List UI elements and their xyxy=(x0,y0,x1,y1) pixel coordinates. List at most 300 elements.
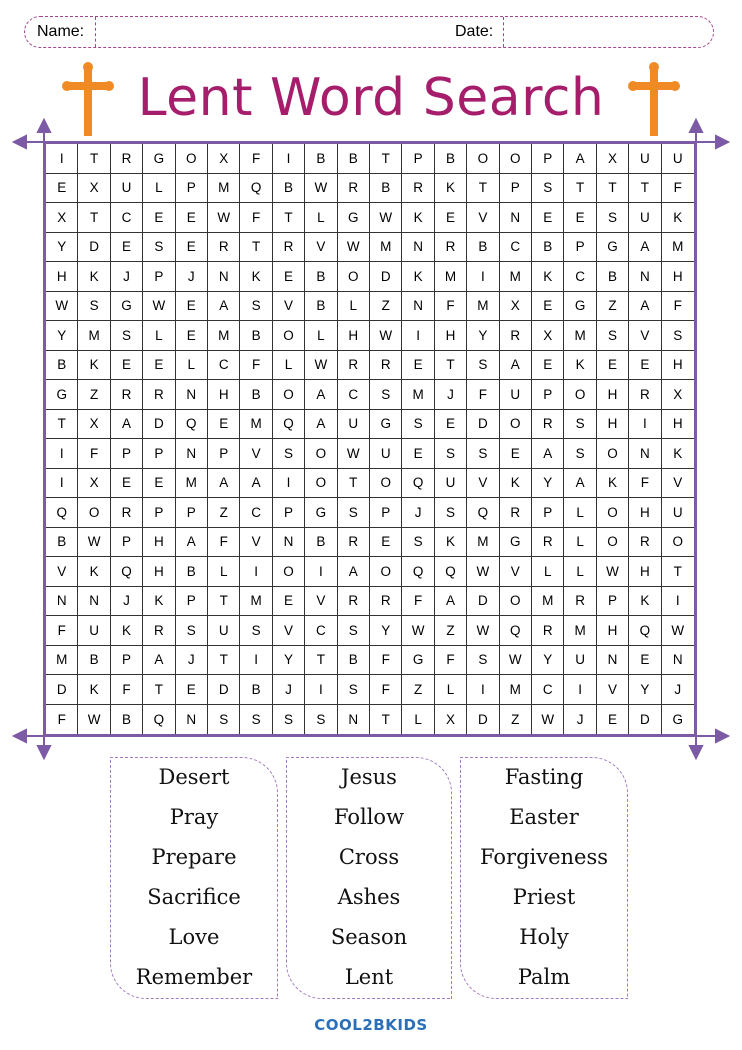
grid-cell[interactable]: W xyxy=(208,203,240,233)
grid-cell[interactable]: C xyxy=(240,498,272,528)
grid-cell[interactable]: T xyxy=(78,203,110,233)
grid-cell[interactable]: M xyxy=(500,675,532,705)
grid-cell[interactable]: S xyxy=(597,203,629,233)
grid-cell[interactable]: T xyxy=(46,410,78,440)
grid-cell[interactable]: D xyxy=(370,262,402,292)
grid-cell[interactable]: G xyxy=(500,528,532,558)
grid-cell[interactable]: R xyxy=(338,174,370,204)
grid-cell[interactable]: I xyxy=(46,439,78,469)
grid-cell[interactable]: O xyxy=(467,144,499,174)
grid-cell[interactable]: S xyxy=(467,439,499,469)
grid-cell[interactable]: S xyxy=(435,498,467,528)
grid-cell[interactable]: H xyxy=(662,410,694,440)
grid-cell[interactable]: T xyxy=(467,174,499,204)
grid-cell[interactable]: E xyxy=(143,203,175,233)
grid-cell[interactable]: H xyxy=(46,262,78,292)
grid-cell[interactable]: M xyxy=(78,321,110,351)
grid-cell[interactable]: P xyxy=(564,233,596,263)
grid-cell[interactable]: G xyxy=(305,498,337,528)
grid-cell[interactable]: M xyxy=(662,233,694,263)
grid-cell[interactable]: R xyxy=(370,351,402,381)
grid-cell[interactable]: U xyxy=(662,498,694,528)
grid-cell[interactable]: U xyxy=(662,144,694,174)
grid-cell[interactable]: D xyxy=(467,705,499,735)
grid-cell[interactable]: Y xyxy=(273,646,305,676)
grid-cell[interactable]: V xyxy=(273,292,305,322)
grid-cell[interactable]: G xyxy=(111,292,143,322)
grid-cell[interactable]: P xyxy=(111,439,143,469)
grid-cell[interactable]: R xyxy=(111,498,143,528)
grid-cell[interactable]: J xyxy=(176,646,208,676)
grid-cell[interactable]: R xyxy=(629,380,661,410)
grid-cell[interactable]: M xyxy=(240,410,272,440)
grid-cell[interactable]: I xyxy=(46,144,78,174)
grid-cell[interactable]: E xyxy=(143,469,175,499)
grid-cell[interactable]: S xyxy=(143,233,175,263)
grid-cell[interactable]: P xyxy=(111,646,143,676)
grid-cell[interactable]: W xyxy=(532,705,564,735)
grid-cell[interactable]: R xyxy=(338,351,370,381)
grid-cell[interactable]: J xyxy=(662,675,694,705)
grid-cell[interactable]: H xyxy=(143,557,175,587)
grid-cell[interactable]: E xyxy=(500,439,532,469)
grid-cell[interactable]: H xyxy=(629,557,661,587)
grid-cell[interactable]: K xyxy=(500,469,532,499)
grid-cell[interactable]: U xyxy=(338,410,370,440)
grid-cell[interactable]: C xyxy=(111,203,143,233)
grid-cell[interactable]: C xyxy=(500,233,532,263)
grid-cell[interactable]: G xyxy=(402,646,434,676)
word-search-grid[interactable] xyxy=(44,142,696,736)
grid-cell[interactable]: F xyxy=(240,351,272,381)
grid-cell[interactable]: N xyxy=(402,233,434,263)
grid-cell[interactable]: O xyxy=(338,262,370,292)
grid-cell[interactable]: F xyxy=(46,705,78,735)
grid-cell[interactable]: M xyxy=(208,321,240,351)
grid-cell[interactable]: M xyxy=(240,587,272,617)
grid-cell[interactable]: F xyxy=(78,439,110,469)
grid-cell[interactable]: P xyxy=(532,498,564,528)
grid-cell[interactable]: M xyxy=(208,174,240,204)
grid-cell[interactable]: P xyxy=(176,587,208,617)
grid-cell[interactable]: U xyxy=(629,203,661,233)
grid-cell[interactable]: F xyxy=(467,380,499,410)
grid-cell[interactable]: S xyxy=(240,292,272,322)
grid-cell[interactable]: D xyxy=(46,675,78,705)
grid-cell[interactable]: S xyxy=(240,705,272,735)
grid-cell[interactable]: E xyxy=(564,203,596,233)
grid-cell[interactable]: B xyxy=(370,174,402,204)
grid-cell[interactable]: U xyxy=(208,616,240,646)
grid-cell[interactable]: P xyxy=(143,262,175,292)
grid-cell[interactable]: A xyxy=(305,410,337,440)
grid-cell[interactable]: R xyxy=(532,616,564,646)
grid-cell[interactable]: L xyxy=(402,705,434,735)
grid-cell[interactable]: M xyxy=(176,469,208,499)
grid-cell[interactable]: K xyxy=(597,469,629,499)
grid-cell[interactable]: Z xyxy=(208,498,240,528)
grid-cell[interactable]: S xyxy=(338,498,370,528)
grid-cell[interactable]: I xyxy=(273,469,305,499)
grid-cell[interactable]: Y xyxy=(46,321,78,351)
grid-cell[interactable]: M xyxy=(402,380,434,410)
grid-cell[interactable]: U xyxy=(435,469,467,499)
grid-cell[interactable]: B xyxy=(338,646,370,676)
grid-cell[interactable]: K xyxy=(564,351,596,381)
grid-cell[interactable]: R xyxy=(111,380,143,410)
grid-cell[interactable]: C xyxy=(305,616,337,646)
grid-cell[interactable]: U xyxy=(370,439,402,469)
grid-cell[interactable]: W xyxy=(78,705,110,735)
grid-cell[interactable]: H xyxy=(597,616,629,646)
grid-cell[interactable]: Q xyxy=(273,410,305,440)
grid-cell[interactable]: E xyxy=(532,203,564,233)
grid-cell[interactable]: I xyxy=(273,144,305,174)
grid-cell[interactable]: K xyxy=(240,262,272,292)
grid-cell[interactable]: L xyxy=(143,174,175,204)
grid-cell[interactable]: Y xyxy=(532,469,564,499)
grid-cell[interactable]: B xyxy=(240,675,272,705)
grid-cell[interactable]: S xyxy=(338,675,370,705)
grid-cell[interactable]: B xyxy=(532,233,564,263)
grid-cell[interactable]: I xyxy=(402,321,434,351)
grid-cell[interactable]: A xyxy=(564,469,596,499)
grid-cell[interactable]: O xyxy=(500,144,532,174)
grid-cell[interactable]: F xyxy=(662,292,694,322)
grid-cell[interactable]: M xyxy=(500,262,532,292)
grid-cell[interactable]: R xyxy=(370,587,402,617)
grid-cell[interactable]: J xyxy=(273,675,305,705)
grid-cell[interactable]: J xyxy=(402,498,434,528)
grid-cell[interactable]: D xyxy=(143,410,175,440)
grid-cell[interactable]: W xyxy=(305,351,337,381)
grid-cell[interactable]: S xyxy=(597,321,629,351)
grid-cell[interactable]: S xyxy=(370,380,402,410)
grid-cell[interactable]: I xyxy=(240,557,272,587)
grid-cell[interactable]: N xyxy=(629,262,661,292)
grid-cell[interactable]: E xyxy=(176,675,208,705)
grid-cell[interactable]: Q xyxy=(402,469,434,499)
grid-cell[interactable]: W xyxy=(500,646,532,676)
grid-cell[interactable]: O xyxy=(305,439,337,469)
grid-cell[interactable]: W xyxy=(78,528,110,558)
grid-cell[interactable]: F xyxy=(240,203,272,233)
grid-cell[interactable]: T xyxy=(370,705,402,735)
grid-cell[interactable]: X xyxy=(435,705,467,735)
grid-cell[interactable]: M xyxy=(370,233,402,263)
grid-cell[interactable]: R xyxy=(532,528,564,558)
grid-cell[interactable]: W xyxy=(338,439,370,469)
grid-cell[interactable]: W xyxy=(662,616,694,646)
grid-cell[interactable]: N xyxy=(208,262,240,292)
grid-cell[interactable]: R xyxy=(208,233,240,263)
grid-cell[interactable]: V xyxy=(467,469,499,499)
grid-cell[interactable]: S xyxy=(305,705,337,735)
grid-cell[interactable]: K xyxy=(78,351,110,381)
grid-cell[interactable]: A xyxy=(208,292,240,322)
grid-cell[interactable]: L xyxy=(564,528,596,558)
grid-cell[interactable]: F xyxy=(370,646,402,676)
grid-cell[interactable]: R xyxy=(435,233,467,263)
grid-cell[interactable]: K xyxy=(532,262,564,292)
grid-cell[interactable]: P xyxy=(143,439,175,469)
grid-cell[interactable]: S xyxy=(564,410,596,440)
grid-cell[interactable]: W xyxy=(370,321,402,351)
grid-cell[interactable]: B xyxy=(273,174,305,204)
grid-cell[interactable]: V xyxy=(597,675,629,705)
grid-cell[interactable]: E xyxy=(111,233,143,263)
grid-cell[interactable]: N xyxy=(662,646,694,676)
grid-cell[interactable]: W xyxy=(402,616,434,646)
grid-cell[interactable]: M xyxy=(46,646,78,676)
grid-cell[interactable]: V xyxy=(46,557,78,587)
grid-cell[interactable]: R xyxy=(273,233,305,263)
grid-cell[interactable]: P xyxy=(532,144,564,174)
grid-cell[interactable]: W xyxy=(305,174,337,204)
grid-cell[interactable]: S xyxy=(467,646,499,676)
grid-cell[interactable]: M xyxy=(564,321,596,351)
grid-cell[interactable]: A xyxy=(629,233,661,263)
grid-cell[interactable]: E xyxy=(532,292,564,322)
grid-cell[interactable]: V xyxy=(500,557,532,587)
grid-cell[interactable]: E xyxy=(176,321,208,351)
grid-cell[interactable]: R xyxy=(629,528,661,558)
grid-cell[interactable]: L xyxy=(338,292,370,322)
grid-cell[interactable]: N xyxy=(597,646,629,676)
grid-cell[interactable]: B xyxy=(240,380,272,410)
grid-cell[interactable]: E xyxy=(208,410,240,440)
grid-cell[interactable]: P xyxy=(597,587,629,617)
grid-cell[interactable]: F xyxy=(370,675,402,705)
grid-cell[interactable]: U xyxy=(564,646,596,676)
grid-cell[interactable]: A xyxy=(305,380,337,410)
grid-cell[interactable]: I xyxy=(564,675,596,705)
grid-cell[interactable]: S xyxy=(532,174,564,204)
grid-cell[interactable]: I xyxy=(467,262,499,292)
grid-cell[interactable]: V xyxy=(273,616,305,646)
grid-cell[interactable]: L xyxy=(143,321,175,351)
grid-cell[interactable]: D xyxy=(467,587,499,617)
grid-cell[interactable]: I xyxy=(46,469,78,499)
grid-cell[interactable]: R xyxy=(402,174,434,204)
grid-cell[interactable]: B xyxy=(597,262,629,292)
grid-cell[interactable]: Z xyxy=(370,292,402,322)
grid-cell[interactable]: D xyxy=(467,410,499,440)
grid-cell[interactable]: T xyxy=(208,646,240,676)
grid-cell[interactable]: P xyxy=(402,144,434,174)
grid-cell[interactable]: W xyxy=(467,616,499,646)
grid-cell[interactable]: F xyxy=(629,469,661,499)
grid-cell[interactable]: L xyxy=(564,557,596,587)
grid-cell[interactable]: K xyxy=(629,587,661,617)
grid-cell[interactable]: H xyxy=(338,321,370,351)
grid-cell[interactable]: Y xyxy=(532,646,564,676)
grid-cell[interactable]: F xyxy=(435,292,467,322)
grid-cell[interactable]: T xyxy=(143,675,175,705)
grid-cell[interactable]: T xyxy=(208,587,240,617)
grid-cell[interactable]: K xyxy=(78,557,110,587)
grid-cell[interactable]: E xyxy=(111,469,143,499)
grid-cell[interactable]: X xyxy=(662,380,694,410)
grid-cell[interactable]: I xyxy=(467,675,499,705)
grid-cell[interactable]: N xyxy=(78,587,110,617)
grid-cell[interactable]: H xyxy=(662,262,694,292)
grid-cell[interactable]: B xyxy=(46,351,78,381)
grid-cell[interactable]: B xyxy=(435,144,467,174)
grid-cell[interactable]: A xyxy=(629,292,661,322)
grid-cell[interactable]: I xyxy=(305,557,337,587)
grid-cell[interactable]: S xyxy=(467,351,499,381)
grid-cell[interactable]: E xyxy=(597,705,629,735)
grid-cell[interactable]: A xyxy=(435,587,467,617)
grid-cell[interactable]: C xyxy=(532,675,564,705)
grid-cell[interactable]: R xyxy=(500,321,532,351)
grid-cell[interactable]: V xyxy=(240,439,272,469)
grid-cell[interactable]: K xyxy=(402,203,434,233)
grid-cell[interactable]: X xyxy=(78,410,110,440)
grid-cell[interactable]: E xyxy=(370,528,402,558)
grid-cell[interactable]: A xyxy=(532,439,564,469)
grid-cell[interactable]: N xyxy=(500,203,532,233)
grid-cell[interactable]: O xyxy=(597,498,629,528)
grid-cell[interactable]: T xyxy=(370,144,402,174)
grid-cell[interactable]: M xyxy=(467,528,499,558)
grid-cell[interactable]: U xyxy=(78,616,110,646)
grid-cell[interactable]: K xyxy=(78,675,110,705)
grid-cell[interactable]: V xyxy=(305,587,337,617)
grid-cell[interactable]: X xyxy=(78,174,110,204)
grid-cell[interactable]: Q xyxy=(111,557,143,587)
grid-cell[interactable]: C xyxy=(338,380,370,410)
grid-cell[interactable]: G xyxy=(672,711,684,727)
grid-cell[interactable]: X xyxy=(500,292,532,322)
grid-cell[interactable]: E xyxy=(176,203,208,233)
grid-cell[interactable]: K xyxy=(662,439,694,469)
grid-cell[interactable]: E xyxy=(532,351,564,381)
grid-cell[interactable]: F xyxy=(111,675,143,705)
grid-cell[interactable]: J xyxy=(176,262,208,292)
grid-cell[interactable]: Q xyxy=(467,498,499,528)
grid-cell[interactable]: H xyxy=(597,410,629,440)
grid-cell[interactable]: Z xyxy=(500,705,532,735)
grid-cell[interactable]: K xyxy=(402,262,434,292)
grid-cell[interactable]: L xyxy=(208,557,240,587)
grid-cell[interactable]: E xyxy=(143,351,175,381)
grid-cell[interactable]: T xyxy=(78,144,110,174)
grid-cell[interactable]: M xyxy=(532,587,564,617)
grid-cell[interactable]: T xyxy=(305,646,337,676)
grid-cell[interactable]: K xyxy=(435,174,467,204)
grid-cell[interactable]: X xyxy=(532,321,564,351)
grid-cell[interactable]: U xyxy=(629,144,661,174)
grid-cell[interactable]: P xyxy=(176,174,208,204)
grid-cell[interactable]: G xyxy=(564,292,596,322)
grid-cell[interactable]: A xyxy=(338,557,370,587)
grid-cell[interactable]: U xyxy=(111,174,143,204)
grid-cell[interactable]: S xyxy=(176,616,208,646)
grid-cell[interactable]: Q xyxy=(435,557,467,587)
grid-cell[interactable]: D xyxy=(78,233,110,263)
grid-cell[interactable]: G xyxy=(597,233,629,263)
grid-cell[interactable]: W xyxy=(143,292,175,322)
grid-cell[interactable]: F xyxy=(46,616,78,646)
grid-cell[interactable]: T xyxy=(597,174,629,204)
grid-cell[interactable]: R xyxy=(338,587,370,617)
grid-cell[interactable]: N xyxy=(338,705,370,735)
grid-cell[interactable]: E xyxy=(597,351,629,381)
grid-cell[interactable]: E xyxy=(402,351,434,381)
grid-cell[interactable]: A xyxy=(240,469,272,499)
grid-cell[interactable]: B xyxy=(338,144,370,174)
grid-cell[interactable]: K xyxy=(111,616,143,646)
grid-cell[interactable]: Z xyxy=(435,616,467,646)
grid-cell[interactable]: Z xyxy=(597,292,629,322)
grid-cell[interactable]: L xyxy=(273,351,305,381)
grid-cell[interactable]: S xyxy=(338,616,370,646)
grid-cell[interactable]: V xyxy=(629,321,661,351)
grid-cell[interactable]: M xyxy=(467,292,499,322)
grid-cell[interactable]: Q xyxy=(143,705,175,735)
grid-cell[interactable]: R xyxy=(143,380,175,410)
grid-cell[interactable]: R xyxy=(564,587,596,617)
grid-cell[interactable]: O xyxy=(370,469,402,499)
grid-cell[interactable]: T xyxy=(629,174,661,204)
grid-cell[interactable]: U xyxy=(500,380,532,410)
grid-cell[interactable]: O xyxy=(273,557,305,587)
grid-cell[interactable]: A xyxy=(564,144,596,174)
grid-cell[interactable]: L xyxy=(305,321,337,351)
grid-cell[interactable]: W xyxy=(467,557,499,587)
grid-cell[interactable]: Q xyxy=(629,616,661,646)
grid-cell[interactable]: Q xyxy=(240,174,272,204)
grid-cell[interactable]: R xyxy=(143,616,175,646)
grid-cell[interactable]: E xyxy=(46,174,78,204)
grid-cell[interactable]: B xyxy=(240,321,272,351)
grid-cell[interactable]: L xyxy=(435,675,467,705)
grid-cell[interactable]: S xyxy=(273,705,305,735)
grid-cell[interactable]: P xyxy=(208,439,240,469)
grid-cell[interactable]: A xyxy=(176,528,208,558)
grid-cell[interactable]: T xyxy=(564,174,596,204)
grid-cell[interactable]: O xyxy=(564,380,596,410)
grid-cell[interactable]: F xyxy=(240,144,272,174)
grid-cell[interactable]: E xyxy=(176,292,208,322)
grid-cell[interactable]: E xyxy=(273,587,305,617)
grid-cell[interactable]: Z xyxy=(402,675,434,705)
grid-cell[interactable]: N xyxy=(629,439,661,469)
grid-cell[interactable]: H xyxy=(143,528,175,558)
grid-cell[interactable]: B xyxy=(305,262,337,292)
grid-cell[interactable]: K xyxy=(662,203,694,233)
grid-cell[interactable]: Q xyxy=(500,616,532,646)
grid-cell[interactable]: S xyxy=(240,616,272,646)
grid-cell[interactable]: E xyxy=(629,351,661,381)
grid-cell[interactable]: N xyxy=(176,439,208,469)
grid-cell[interactable]: G xyxy=(338,203,370,233)
grid-cell[interactable]: G xyxy=(370,410,402,440)
grid-cell[interactable]: J xyxy=(111,262,143,292)
grid-cell[interactable]: Y xyxy=(46,233,78,263)
grid-cell[interactable]: L xyxy=(564,498,596,528)
grid-cell[interactable]: R xyxy=(500,498,532,528)
grid-cell[interactable]: V xyxy=(662,469,694,499)
grid-cell[interactable]: O xyxy=(273,380,305,410)
grid-cell[interactable]: A xyxy=(500,351,532,381)
grid-cell[interactable]: N xyxy=(273,528,305,558)
grid-cell[interactable]: D xyxy=(629,705,661,735)
grid-cell[interactable]: H xyxy=(597,380,629,410)
grid-cell[interactable]: O xyxy=(78,498,110,528)
